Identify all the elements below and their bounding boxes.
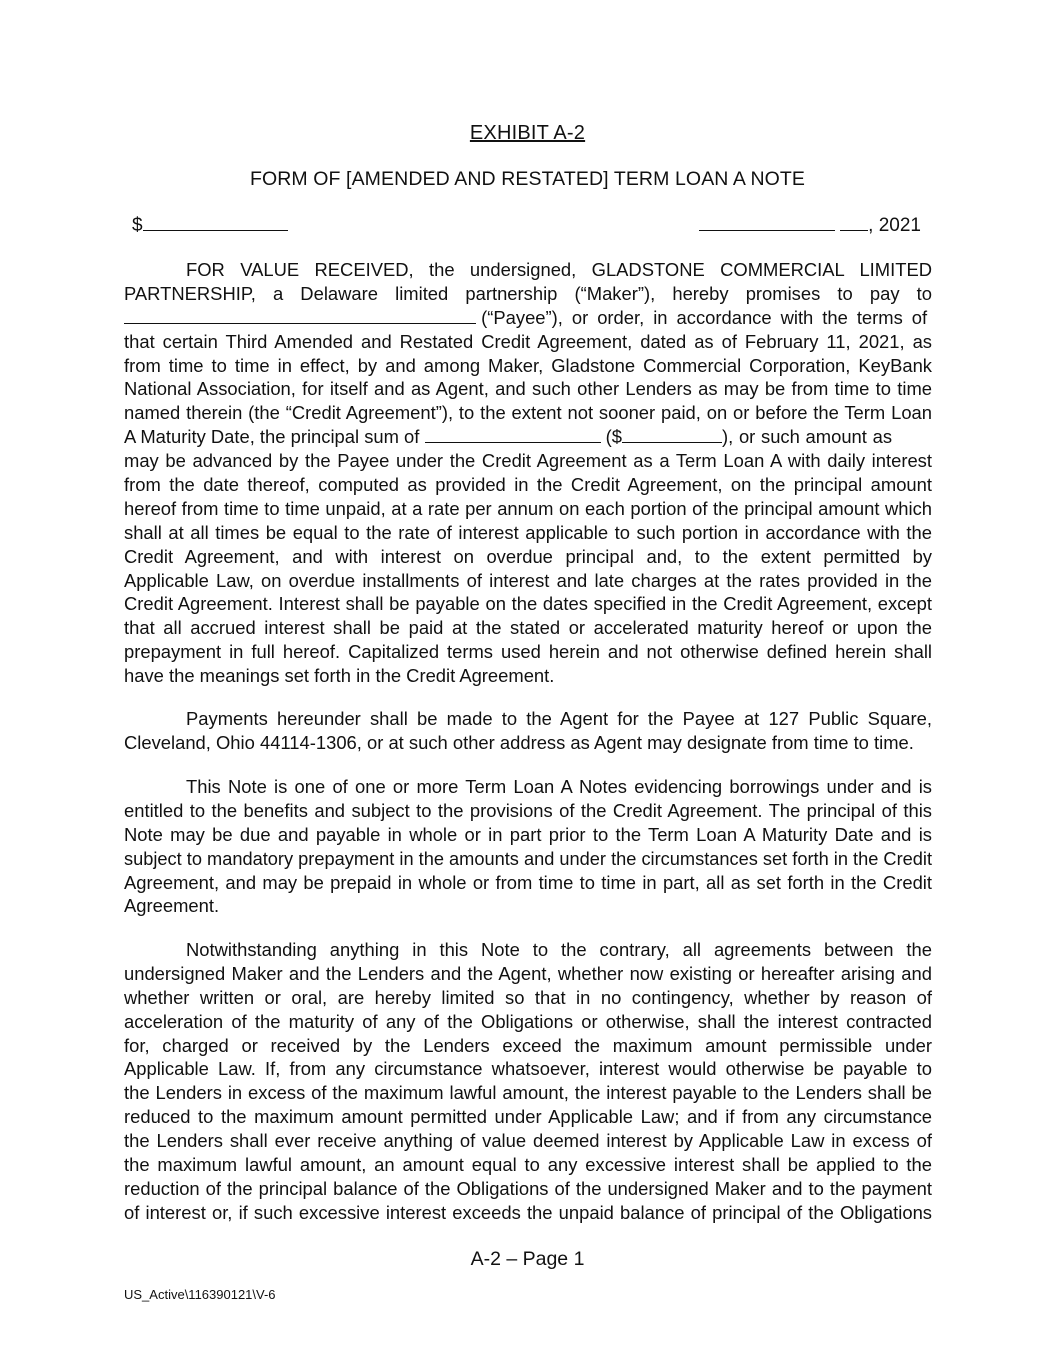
text-line: PARTNERSHIP, a Delaware limited partnership (“Maker”), hereby promises to pay to <box>124 282 932 304</box>
amount-blank <box>143 213 288 231</box>
text-line <box>124 425 932 449</box>
text-line: from time to time in effect, by and among Maker, Gladstone Commercial Corporation, KeyBank <box>124 354 932 376</box>
text-line: whether written or oral, are hereby limited so that in no contingency, whether by reason of <box>124 986 932 1008</box>
text-line: acceleration of the maturity of any of the Obligations or otherwise, shall the interest contracted <box>124 1010 932 1032</box>
page-number: A-2 – Page 1 <box>470 1248 585 1270</box>
paragraph-this-note <box>124 775 932 918</box>
paragraph-notwithstanding <box>124 938 932 1225</box>
text-line: Note may be due and payable in whole or in part prior to the Term Loan A Maturity Date and is <box>124 823 932 845</box>
text-line: Agreement. <box>124 895 220 917</box>
text-line: reduced to the maximum amount permitted under Applicable Law; and if from any circumstance <box>124 1106 932 1128</box>
principal-number-blank <box>622 425 722 443</box>
text-line: Notwithstanding anything in this Note to the contrary, all agreements between the <box>186 939 932 960</box>
date-blank-line <box>699 213 921 237</box>
text-line: from the date thereof, computed as provided in the Credit Agreement, on the principal amount <box>124 474 932 496</box>
text-line: that all accrued interest shall be paid at the stated or accelerated maturity hereof or upon the <box>124 617 932 639</box>
paragraph-payments <box>124 707 932 755</box>
principal-sum-text: A Maturity Date, the principal sum of <box>124 426 420 448</box>
text-line: for, charged or received by the Lenders exceed the maximum amount permissible under <box>124 1034 932 1056</box>
text-line: Credit Agreement, and with interest on overdue principal and, to the extent permitted by <box>124 545 932 567</box>
principal-dollar-open: ($ <box>605 426 623 448</box>
text-line: FOR VALUE RECEIVED, the undersigned, GLADSTONE COMMERCIAL LIMITED <box>186 259 932 280</box>
principal-dollar-close: ), or such amount as <box>722 426 893 448</box>
text-line: prepayment in full hereof. Capitalized terms used herein and not otherwise defined herein shall <box>124 641 932 663</box>
note-subtitle: FORM OF [AMENDED AND RESTATED] TERM LOAN A NOTE <box>249 168 806 190</box>
text-line: entitled to the benefits and subject to the provisions of the Credit Agreement. The principal of this <box>124 799 932 821</box>
text-line: the Lenders shall ever receive anything of value deemed interest by Applicable Law in excess of <box>124 1130 932 1152</box>
amount-blank-line <box>132 213 288 237</box>
text-line: have the meanings set forth in the Credit Agreement. <box>124 665 555 687</box>
text-line: Agreement, and may be prepaid in whole or from time to time in part, all as set forth in the Credit <box>124 871 932 893</box>
text-line: Payments hereunder shall be made to the Agent for the Payee at 127 Public Square, <box>186 708 932 729</box>
text-line: subject to mandatory prepayment in the amounts and under the circumstances set forth in the Credit <box>124 847 933 869</box>
text-line: reduction of the principal balance of the Obligations of the undersigned Maker and to the payment <box>124 1177 932 1199</box>
payee-blank <box>124 306 476 324</box>
text-line: may be advanced by the Payee under the Credit Agreement as a Term Loan A with daily interest <box>124 450 932 472</box>
text-line: the Lenders in excess of the maximum lawful amount, the interest payable to the Lenders shall be <box>124 1082 932 1104</box>
text-line: shall at all times be equal to the rate of interest applicable to such portion in accordance with the <box>124 521 932 543</box>
exhibit-title: EXHIBIT A-2 <box>469 122 586 144</box>
text-line: named therein (the “Credit Agreement”), to the extent not sooner paid, on or before the Term Loan <box>124 402 932 424</box>
text-line: the maximum lawful amount, an amount equal to any excessive interest shall be applied to the <box>124 1154 932 1176</box>
text-line: This Note is one of one or more Term Loan A Notes evidencing borrowings under and is <box>186 776 932 797</box>
document-id: US_Active\116390121\V-6 <box>124 1287 276 1302</box>
date-month-blank <box>699 213 835 231</box>
text-line: National Association, for itself and as Agent, and such other Lenders as may be from time to time <box>124 378 932 400</box>
text-line: of interest or, if such excessive interest exceeds the unpaid balance of principal of the Obligations <box>124 1201 932 1223</box>
text-line: hereof from time to time unpaid, at a rate per annum on each portion of the principal amount which <box>124 497 932 519</box>
text-line: Credit Agreement. Interest shall be payable on the dates specified in the Credit Agreement, except <box>124 593 932 615</box>
text-line: undersigned Maker and the Lenders and the Agent, whether now existing or hereafter arising and <box>124 962 932 984</box>
text-line <box>124 306 932 330</box>
payee-text: (“Payee”), or order, in accordance with the terms of <box>481 306 928 328</box>
paragraph-for-value-received <box>124 258 932 688</box>
principal-words-blank <box>425 425 601 443</box>
date-day-blank <box>840 213 868 231</box>
text-line: that certain Third Amended and Restated Credit Agreement, dated as of February 11, 2021, as <box>124 330 932 352</box>
text-line: Cleveland, Ohio 44114-1306, or at such other address as Agent may designate from time to time. <box>124 731 914 753</box>
text-line: Applicable Law. If, from any circumstance whatsoever, interest would otherwise be payable to <box>124 1058 932 1080</box>
date-year: , 2021 <box>868 215 921 236</box>
dollar-sign: $ <box>132 215 143 236</box>
text-line: Applicable Law, on overdue installments of interest and late charges at the rates provided in the <box>124 569 932 591</box>
